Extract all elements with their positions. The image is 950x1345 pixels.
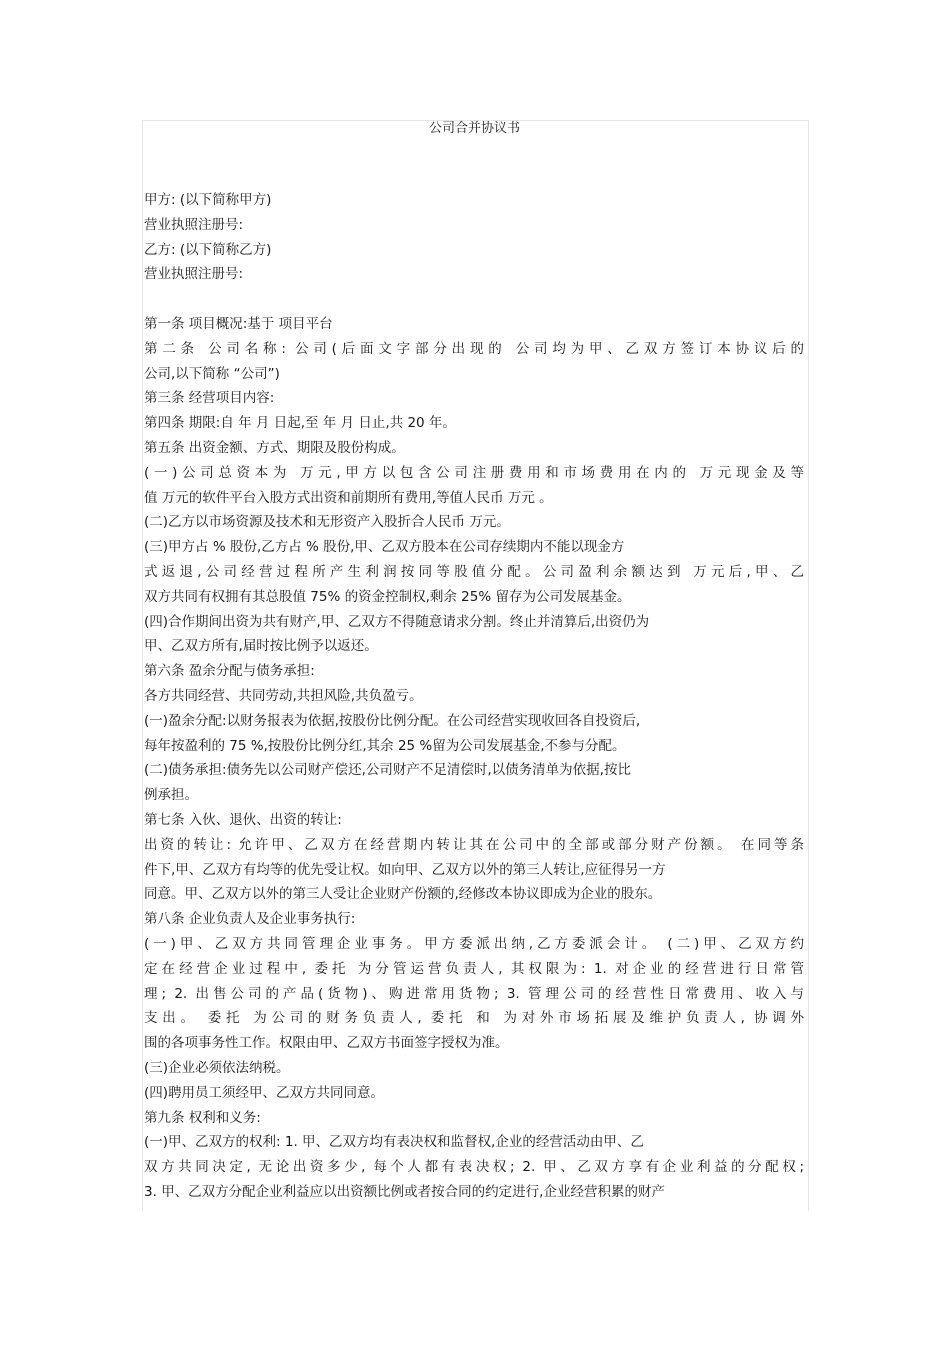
document-line: (一)甲、乙双方的权利: 1. 甲、乙双方均有表决权和监督权,企业的经营活动由甲、乙 <box>144 1134 644 1151</box>
document-line: 每年按盈利的 75 %,按股份比例分红,其余 25 %留为公司发展基金,不参与分配。 <box>144 737 626 754</box>
document-line: 营业执照注册号: <box>144 216 244 233</box>
document-line: 式返退,公司经营过程所产生利润按同等股值分配。公司盈利余额达到 万元后,甲、乙 <box>144 564 804 580</box>
document-line: 第二条 公司名称: 公司(后面文字部分出现的 公司均为甲、乙双方签订本协议后的 <box>144 340 804 357</box>
document-line: 支出。 委托 为公司的财务负责人, 委托 和 为对外市场拓展及维护负责人, 协调外 <box>144 1010 804 1027</box>
document-line: (四)合作期间出资为共有财产,甲、乙双方不得随意请求分割。终止并清算后,出资仍为 <box>144 613 650 630</box>
document-line: 第九条 权利和义务: <box>144 1109 261 1126</box>
document-title: 公司合并协议书 <box>428 121 520 136</box>
document-line: 第一条 项目概况:基于 项目平台 <box>144 316 333 332</box>
document-line: 第六条 盈余分配与债务承担: <box>144 663 315 680</box>
document-line: 3. 甲、乙双方分配企业利益应以出资额比例或者按合同的约定进行,企业经营积累的财产 <box>144 1184 665 1200</box>
document-line: (二)债务承担:债务先以公司财产偿还,公司财产不足清偿时,以债务清单为依据,按比 <box>144 762 631 779</box>
document-line: (三)企业必须依法纳税。 <box>144 1060 290 1076</box>
document-line: 同意。甲、乙双方以外的第三人受让企业财产份额的,经修改本协议即成为企业的股东。 <box>144 886 662 903</box>
document-line: 第八条 企业负责人及企业事务执行: <box>144 911 356 928</box>
document-line: 第四条 期限:自 年 月 日起,至 年 月 日止,共 20 年。 <box>144 415 456 432</box>
document-line: 双方共同有权拥有其总股值 75% 的资金控制权,剩余 25% 留存为公司发展基金。 <box>144 588 631 605</box>
document-line: 件下,甲、乙双方有均等的优先受让权。如向甲、乙双方以外的第三人转让,应征得另一方 <box>144 861 666 878</box>
document-line: 各方共同经营、共同劳动,共担风险,共负盈亏。 <box>144 688 423 704</box>
document-line: (四)聘用员工须经甲、乙双方共同同意。 <box>144 1084 385 1101</box>
document-line: (二)乙方以市场资源及技术和无形资产入股折合人民币 万元。 <box>144 514 510 531</box>
document-line: 例承担。 <box>144 787 198 804</box>
document-line: 甲方: (以下简称甲方) <box>144 192 272 208</box>
document-line: 理; 2. 出售公司的产品(货物)、购进常用货物; 3. 管理公司的经营性日常费用、收入与 <box>144 985 804 1002</box>
document-line: 出资的转让: 允许甲、乙双方在经营期内转让其在公司中的全部或部分财产份额。 在同等条 <box>144 836 804 853</box>
document-line: 第五条 出资金额、方式、期限及股份构成。 <box>144 440 405 456</box>
document-line: 营业执照注册号: <box>144 266 244 283</box>
document-line: 第三条 经营项目内容: <box>144 390 275 407</box>
document-line: 乙方: (以下简称乙方) <box>144 241 272 258</box>
document-line: (一)甲、乙双方共同管理企业事务。甲方委派出纳,乙方委派会计。 (二)甲、乙双方约 <box>144 936 804 952</box>
document-line: 值 万元的软件平台入股方式出资和前期所有费用,等值人民币 万元 。 <box>144 489 553 506</box>
document-line: (一)公司总资本为 万元,甲方以包含公司注册费用和市场费用在内的 万元现金及等 <box>144 464 804 481</box>
document-line: 公司,以下简称 “公司”) <box>144 365 280 382</box>
document-line: 围的各项事务性工作。权限由甲、乙双方书面签字授权为准。 <box>144 1035 509 1052</box>
document-line: (一)盈余分配:以财务报表为依据,按股份比例分配。在公司经营实现收回各自投资后, <box>144 712 641 729</box>
document-line: 甲、乙双方所有,届时按比例予以返还。 <box>144 638 378 655</box>
document-line: 第七条 入伙、退伙、出资的转让: <box>144 812 342 828</box>
document-line: 定在经营企业过程中, 委托 为分管运营负责人, 其权限为: 1. 对企业的经营进行日常管 <box>144 960 804 977</box>
document-line: (三)甲方占 % 股份,乙方占 % 股份,甲、乙双方股本在公司存续期内不能以现金方 <box>144 539 625 556</box>
document-line: 双方共同决定, 无论出资多少, 每个人都有表决权; 2. 甲、乙双方享有企业利益的分配权; <box>144 1159 804 1176</box>
